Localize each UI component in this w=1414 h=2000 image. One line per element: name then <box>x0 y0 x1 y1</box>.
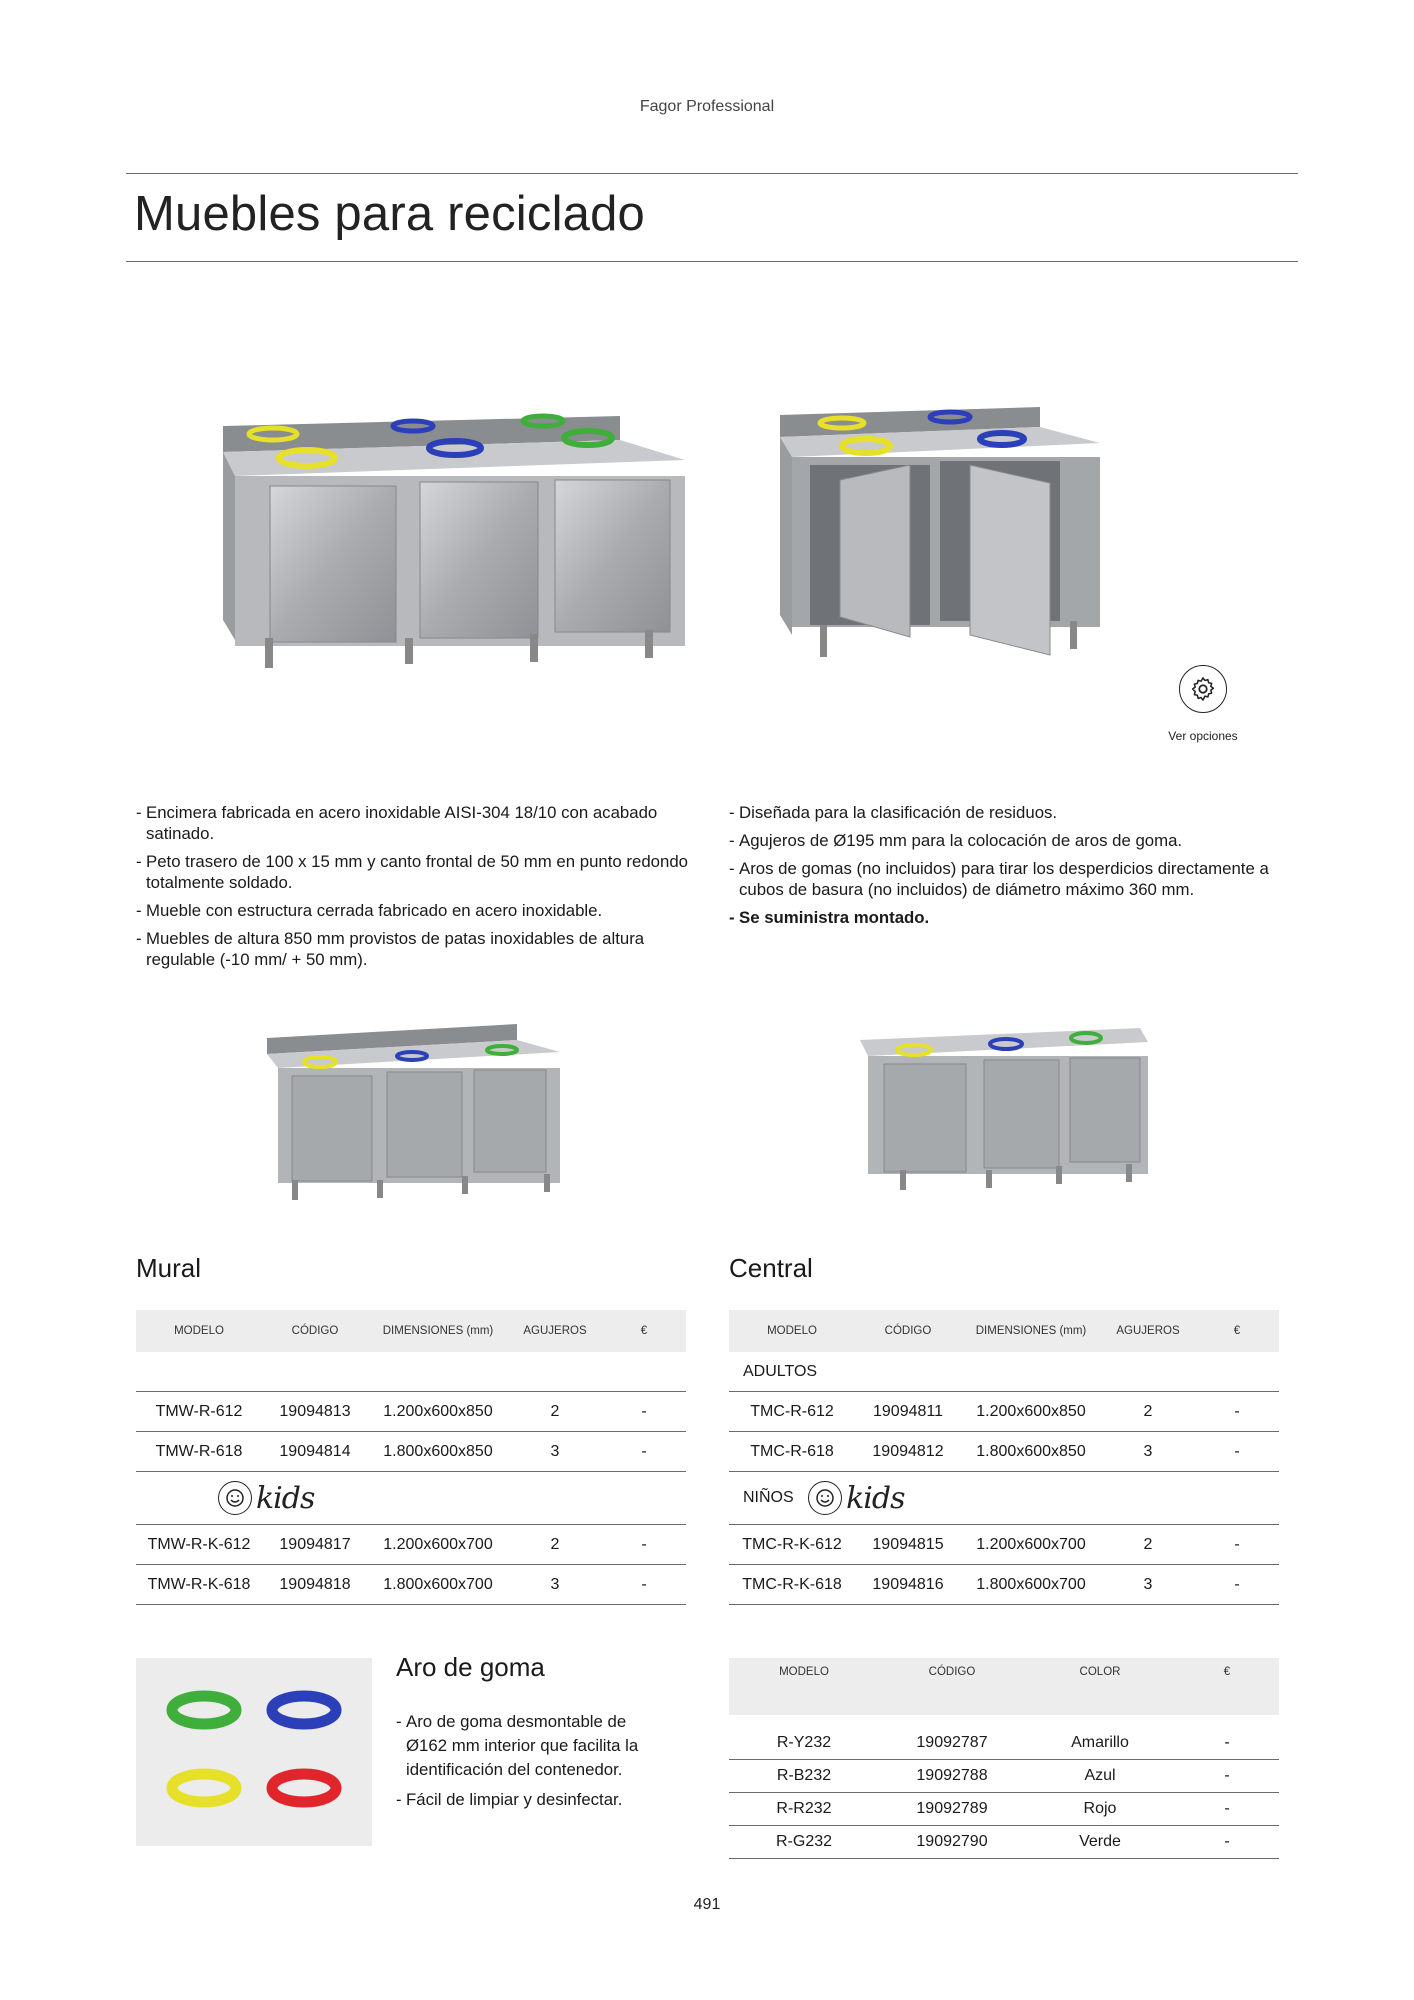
col-price: € <box>1175 1658 1279 1715</box>
table-row <box>136 1565 686 1605</box>
table-row <box>729 1565 1279 1605</box>
cell-agujeros: 3 <box>508 1565 602 1605</box>
cabinet-mural-closed-image <box>205 380 695 700</box>
cell-price: - <box>602 1432 686 1472</box>
cell-modelo: TMW-R-K-612 <box>136 1525 262 1565</box>
adultos-label: ADULTOS <box>729 1352 1279 1392</box>
col-agujeros: AGUJEROS <box>1101 1310 1195 1352</box>
aro-bullet: - Fácil de limpiar y desinfectar. <box>396 1788 666 1812</box>
col-price: € <box>1195 1310 1279 1352</box>
cell-price: - <box>1195 1565 1279 1605</box>
cell-price: - <box>1195 1392 1279 1432</box>
cell-price: - <box>602 1525 686 1565</box>
options-label[interactable]: Ver opciones <box>1168 729 1238 743</box>
cell-dim: 1.800x600x850 <box>368 1432 508 1472</box>
cell-dim: 1.200x600x850 <box>368 1392 508 1432</box>
cell-price: - <box>1175 1760 1279 1793</box>
cabinet-mural-open-image <box>770 385 1130 685</box>
features-left <box>136 802 696 977</box>
cell-codigo: 19094811 <box>855 1392 961 1432</box>
feature-item-mounted: - Se suministra montado. <box>729 907 1289 928</box>
cell-modelo: R-R232 <box>729 1793 879 1826</box>
cell-price: - <box>1195 1432 1279 1472</box>
page-title: Muebles para reciclado <box>134 187 646 241</box>
ninos-group-row <box>729 1472 1279 1525</box>
cell-modelo: TMC-R-K-618 <box>729 1565 855 1605</box>
aro-title: Aro de goma <box>396 1652 545 1682</box>
cell-codigo: 19092790 <box>879 1826 1025 1859</box>
table-row <box>729 1826 1279 1859</box>
feature-item: - Agujeros de Ø195 mm para la colocación de aros de goma. <box>729 830 1289 851</box>
cell-modelo: TMC-R-K-612 <box>729 1525 855 1565</box>
cell-modelo: TMW-R-618 <box>136 1432 262 1472</box>
cell-color: Rojo <box>1025 1793 1175 1826</box>
cell-codigo: 19094817 <box>262 1525 368 1565</box>
cell-color: Azul <box>1025 1760 1175 1793</box>
table-row <box>136 1525 686 1565</box>
cell-price: - <box>602 1392 686 1432</box>
cell-dim: 1.200x600x850 <box>961 1392 1101 1432</box>
cell-codigo: 19094814 <box>262 1432 368 1472</box>
col-codigo: CÓDIGO <box>855 1310 961 1352</box>
feature-item: - Aros de gomas (no incluidos) para tirar los desperdicios directamente a cubos de basura (no incluidos) de diámetro máximo 360 mm. <box>729 858 1289 900</box>
feature-item: - Muebles de altura 850 mm provistos de patas inoxidables de altura regulable (-10 mm/ + 50 mm). <box>136 928 696 970</box>
kids-logo <box>218 1481 314 1516</box>
cell-dim: 1.200x600x700 <box>368 1525 508 1565</box>
smiley-icon <box>808 1481 842 1515</box>
cell-codigo: 19094812 <box>855 1432 961 1472</box>
cell-modelo: R-B232 <box>729 1760 879 1793</box>
adultos-group-row <box>729 1352 1279 1392</box>
table-header <box>729 1658 1279 1715</box>
feature-item: - Peto trasero de 100 x 15 mm y canto frontal de 50 mm en punto redondo totalmente soldado. <box>136 851 696 893</box>
cell-dim: 1.800x600x700 <box>368 1565 508 1605</box>
cell-price: - <box>1195 1525 1279 1565</box>
cell-agujeros: 2 <box>1101 1525 1195 1565</box>
cell-color: Verde <box>1025 1826 1175 1859</box>
col-modelo: MODELO <box>136 1310 262 1352</box>
title-rule <box>126 261 1298 262</box>
col-dimensiones: DIMENSIONES (mm) <box>961 1310 1101 1352</box>
table-row <box>729 1727 1279 1760</box>
features-right <box>729 802 1289 935</box>
cell-modelo: R-Y232 <box>729 1727 879 1760</box>
cell-color: Amarillo <box>1025 1727 1175 1760</box>
spacer-row <box>136 1352 686 1392</box>
cell-price: - <box>1175 1727 1279 1760</box>
feature-item: - Diseñada para la clasificación de residuos. <box>729 802 1289 823</box>
rubber-rings-image <box>136 1658 372 1846</box>
aro-table <box>729 1658 1279 1859</box>
table-row <box>729 1432 1279 1472</box>
aro-bullet: - Aro de goma desmontable de Ø162 mm interior que facilita la identificación del contenedor. <box>396 1710 666 1782</box>
page-number: 491 <box>693 1896 721 1913</box>
kids-word: kids <box>846 1480 905 1516</box>
mural-title: Mural <box>136 1253 202 1283</box>
cell-agujeros: 2 <box>508 1392 602 1432</box>
kids-logo <box>808 1481 904 1516</box>
table-row <box>729 1760 1279 1793</box>
kids-word: kids <box>256 1480 315 1516</box>
aro-description <box>396 1710 666 1818</box>
feature-item: - Encimera fabricada en acero inoxidable AISI-304 18/10 con acabado satinado. <box>136 802 696 844</box>
ninos-label: NIÑOS <box>743 1489 794 1506</box>
cell-agujeros: 2 <box>1101 1392 1195 1432</box>
cell-agujeros: 3 <box>1101 1565 1195 1605</box>
cell-price: - <box>1175 1793 1279 1826</box>
col-color: COLOR <box>1025 1658 1175 1715</box>
col-dimensiones: DIMENSIONES (mm) <box>368 1310 508 1352</box>
cell-dim: 1.200x600x700 <box>961 1525 1101 1565</box>
kids-group-row <box>136 1472 686 1525</box>
options-button[interactable] <box>1158 665 1248 743</box>
cell-codigo: 19094816 <box>855 1565 961 1605</box>
col-modelo: MODELO <box>729 1658 879 1715</box>
cell-price: - <box>1175 1826 1279 1859</box>
cell-modelo: R-G232 <box>729 1826 879 1859</box>
table-row <box>729 1392 1279 1432</box>
brand-header: Fagor Professional <box>639 98 775 115</box>
cell-codigo: 19094815 <box>855 1525 961 1565</box>
table-header <box>729 1310 1279 1352</box>
cell-modelo: TMW-R-612 <box>136 1392 262 1432</box>
cell-codigo: 19094813 <box>262 1392 368 1432</box>
table-row <box>136 1432 686 1472</box>
central-table <box>729 1310 1279 1605</box>
feature-item: - Mueble con estructura cerrada fabricado en acero inoxidable. <box>136 900 696 921</box>
mural-table <box>136 1310 686 1605</box>
cell-price: - <box>602 1565 686 1605</box>
cabinet-central-small-image <box>856 1020 1156 1200</box>
smiley-icon <box>218 1481 252 1515</box>
col-modelo: MODELO <box>729 1310 855 1352</box>
spacer-row <box>729 1715 1279 1727</box>
table-header <box>136 1310 686 1352</box>
col-codigo: CÓDIGO <box>262 1310 368 1352</box>
cell-codigo: 19092789 <box>879 1793 1025 1826</box>
table-row <box>729 1525 1279 1565</box>
gear-icon[interactable] <box>1179 665 1227 713</box>
cell-modelo: TMC-R-612 <box>729 1392 855 1432</box>
table-row <box>729 1793 1279 1826</box>
top-rule <box>126 173 1298 174</box>
table-row <box>136 1392 686 1432</box>
cell-codigo: 19092788 <box>879 1760 1025 1793</box>
cabinet-mural-small-image <box>262 1018 562 1208</box>
col-codigo: CÓDIGO <box>879 1658 1025 1715</box>
cell-modelo: TMW-R-K-618 <box>136 1565 262 1605</box>
central-title: Central <box>729 1253 813 1283</box>
cell-agujeros: 3 <box>508 1432 602 1472</box>
cell-codigo: 19094818 <box>262 1565 368 1605</box>
cell-modelo: TMC-R-618 <box>729 1432 855 1472</box>
cell-codigo: 19092787 <box>879 1727 1025 1760</box>
cell-agujeros: 3 <box>1101 1432 1195 1472</box>
cell-agujeros: 2 <box>508 1525 602 1565</box>
cell-dim: 1.800x600x700 <box>961 1565 1101 1605</box>
col-price: € <box>602 1310 686 1352</box>
col-agujeros: AGUJEROS <box>508 1310 602 1352</box>
cell-dim: 1.800x600x850 <box>961 1432 1101 1472</box>
